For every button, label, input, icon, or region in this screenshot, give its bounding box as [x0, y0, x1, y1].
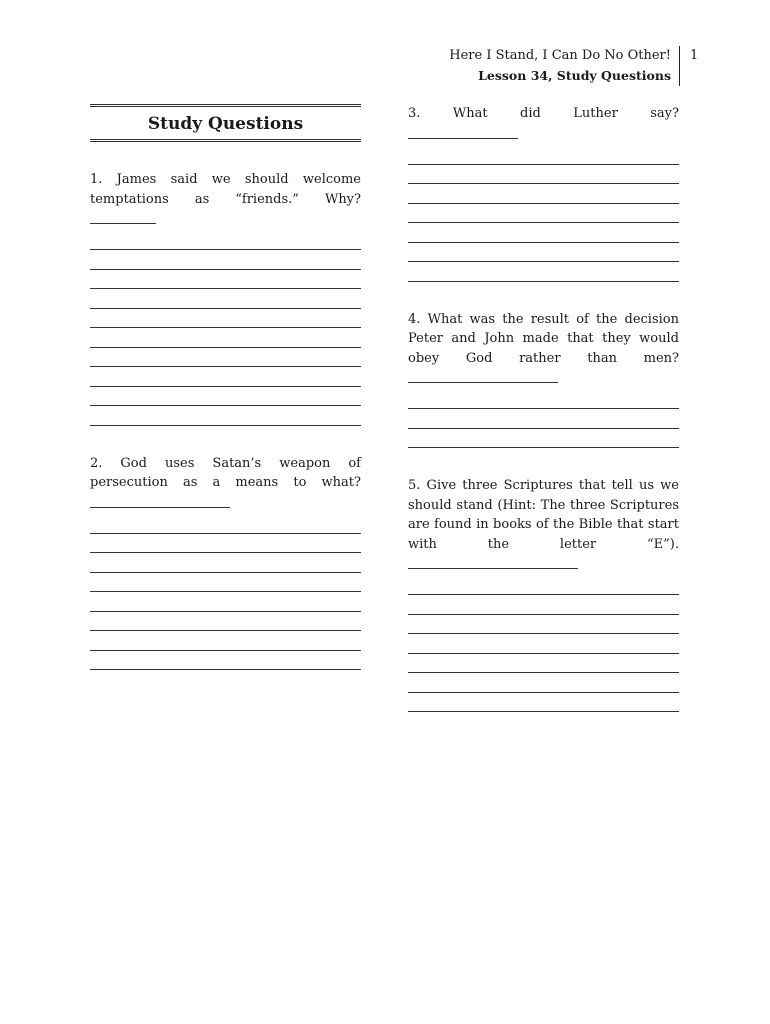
running-header	[449, 46, 680, 86]
question-text: 1. James said we should welcome temptations as “friends.” Why?	[90, 170, 361, 231]
answer-blank[interactable]	[90, 493, 230, 508]
answer-line[interactable]	[408, 165, 679, 185]
answer-line[interactable]	[408, 615, 679, 635]
answer-line[interactable]	[408, 262, 679, 282]
page-number: 1	[690, 48, 699, 63]
answer-line[interactable]	[90, 387, 361, 407]
answer-line[interactable]	[408, 223, 679, 243]
lesson-title: Lesson 34, Study Questions	[478, 68, 671, 83]
answer-line[interactable]	[408, 184, 679, 204]
answer-line[interactable]	[408, 654, 679, 674]
answer-line[interactable]	[408, 204, 679, 224]
right-column	[408, 104, 679, 712]
answer-blank[interactable]	[408, 368, 558, 383]
answer-line[interactable]	[90, 309, 361, 329]
answer-blank[interactable]	[408, 554, 578, 569]
answer-line[interactable]	[408, 634, 679, 654]
answer-line[interactable]	[408, 409, 679, 429]
answer-blank[interactable]	[408, 124, 518, 139]
question-1	[90, 170, 361, 426]
answer-line[interactable]	[90, 651, 361, 671]
answer-line[interactable]	[408, 243, 679, 263]
left-column	[90, 104, 361, 670]
answer-line[interactable]	[408, 595, 679, 615]
answer-line[interactable]	[90, 553, 361, 573]
answer-line[interactable]	[90, 328, 361, 348]
answer-line[interactable]	[90, 289, 361, 309]
series-title: Here I Stand, I Can Do No Other!	[449, 48, 671, 63]
question-3	[408, 104, 679, 282]
answer-line[interactable]	[408, 576, 679, 596]
section-title: Study Questions	[90, 104, 361, 142]
answer-line[interactable]	[90, 231, 361, 251]
answer-line[interactable]	[90, 250, 361, 270]
question-4	[408, 310, 679, 449]
question-text: 3. What did Luther say?	[408, 104, 679, 145]
question-text: 5. Give three Scriptures that tell us we should stand (Hint: The three Scriptures are found in books of the Bible that start with the letter “E”).	[408, 476, 679, 576]
answer-line[interactable]	[90, 592, 361, 612]
answer-line[interactable]	[90, 367, 361, 387]
answer-line[interactable]	[408, 693, 679, 713]
question-text: 2. God uses Satan’s weapon of persecution as a means to what?	[90, 454, 361, 515]
answer-blank[interactable]	[90, 209, 156, 224]
answer-line[interactable]	[408, 145, 679, 165]
answer-line[interactable]	[90, 514, 361, 534]
question-2	[90, 454, 361, 671]
question-text: 4. What was the result of the decision Peter and John made that they would obey God rather than men?	[408, 310, 679, 390]
answer-line[interactable]	[90, 612, 361, 632]
answer-line[interactable]	[90, 534, 361, 554]
answer-line[interactable]	[90, 348, 361, 368]
answer-line[interactable]	[90, 573, 361, 593]
answer-line[interactable]	[90, 631, 361, 651]
question-5	[408, 476, 679, 712]
answer-line[interactable]	[408, 429, 679, 449]
answer-line[interactable]	[408, 390, 679, 410]
answer-line[interactable]	[90, 270, 361, 290]
answer-line[interactable]	[90, 406, 361, 426]
answer-line[interactable]	[408, 673, 679, 693]
